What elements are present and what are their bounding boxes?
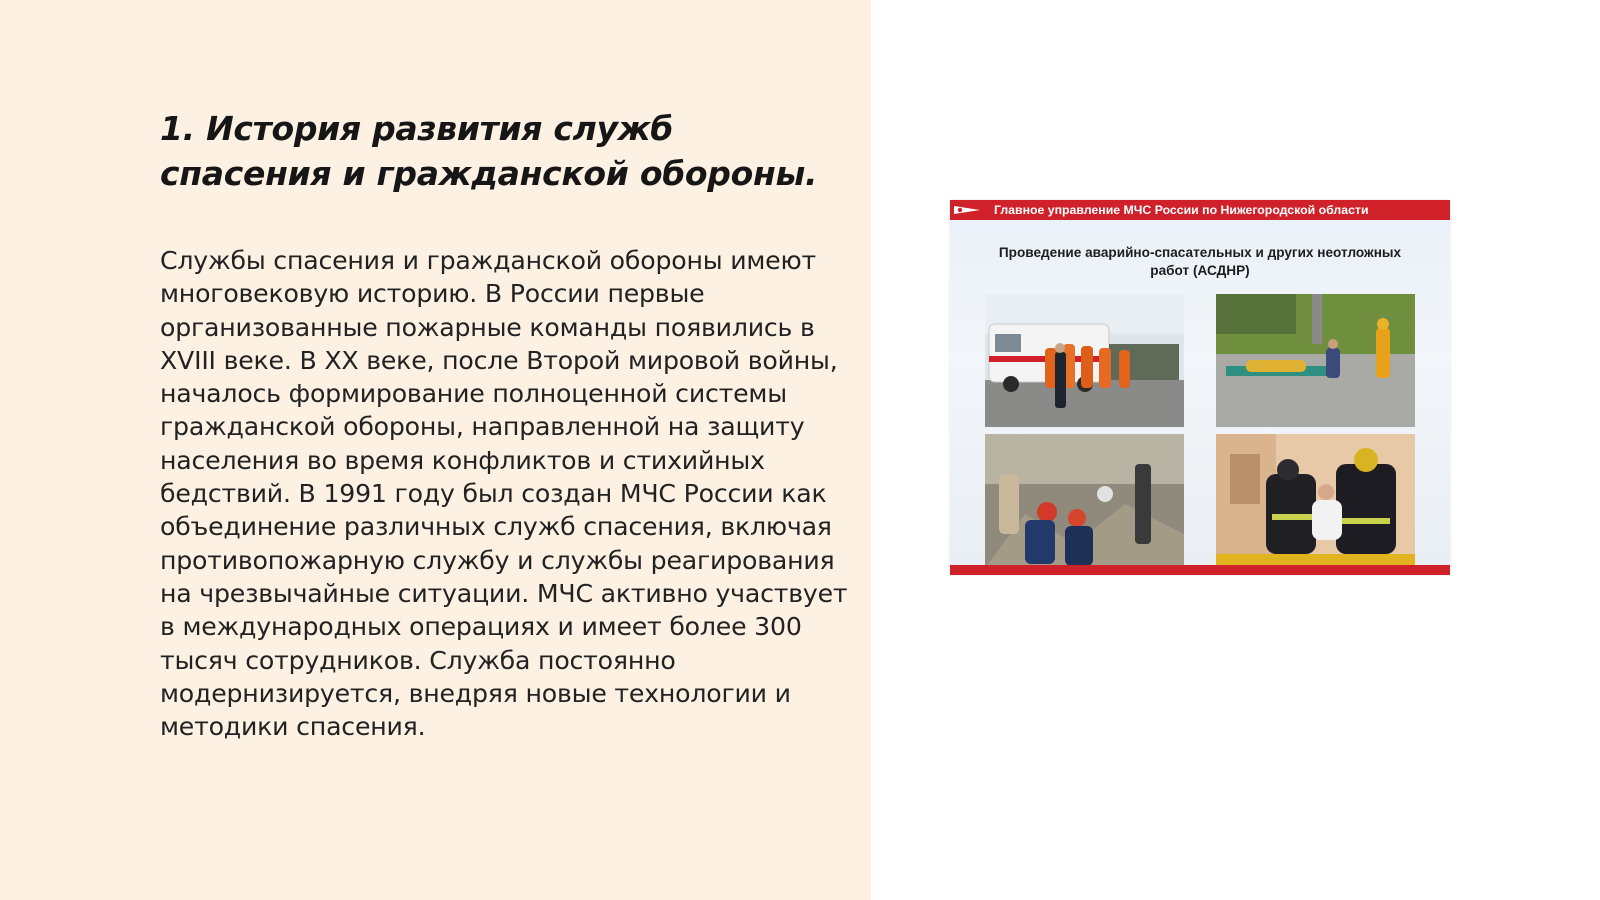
slide-title: 1. История развития служб спасения и гражданской обороны. (160, 109, 818, 193)
rubble-rescue-photo (985, 434, 1184, 568)
image-body (950, 220, 1450, 565)
image-header-bar (950, 200, 1450, 220)
rescue-vehicle-and-team-photo (985, 294, 1184, 427)
slide-body-text: Службы спасения и гражданской обороны имеют многовековую историю. В России первые организованные пожарные команды появились в XVIII веке. В XX веке, после Второй мировой войны, началось формирование полноценной системы гражданской обороны, направленной на защиту населения во время конфликтов и стихийных бедствий. В 1991 году был создан МЧС России как объединение различных служб спасения, включая противопожарную службу и службы реагирования на чрезвычайные ситуации. МЧС активно участвует в международных операциях и имеет более 300 тысяч сотрудников. Служба постоянно модернизируется, внедряя новые технологии и методики спасения. (160, 246, 848, 742)
rescue-operations-image (950, 200, 1450, 575)
stretcher-evacuation-photo (1216, 294, 1415, 427)
mchs-emblem-icon (954, 204, 980, 216)
image-footer-bar (950, 565, 1450, 575)
image-header-text: Главное управление МЧС России по Нижегородской области (994, 203, 1369, 217)
victim-assistance-photo (1216, 434, 1415, 568)
image-subtitle: Проведение аварийно-спасательных и других неотложных работ (АСДНР) (998, 245, 1402, 278)
